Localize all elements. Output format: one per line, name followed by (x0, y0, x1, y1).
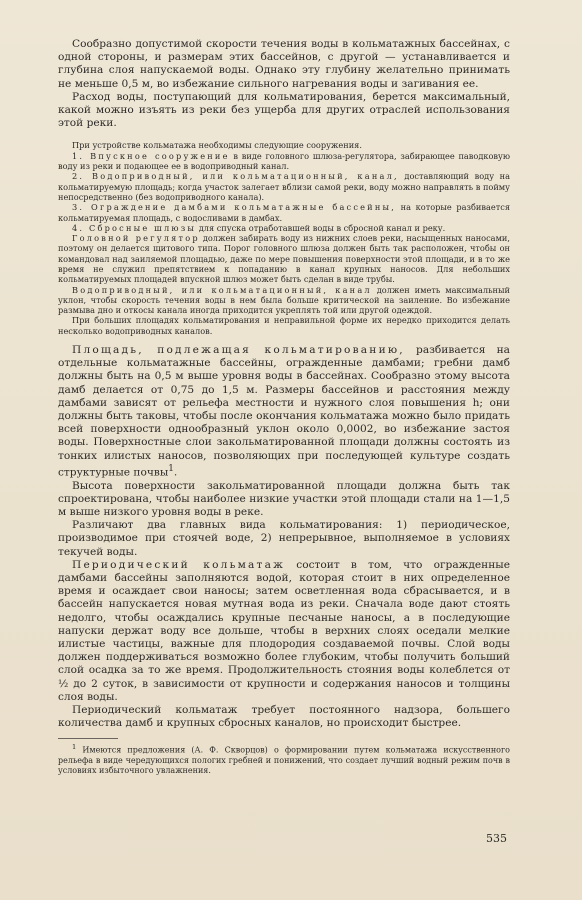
paragraph-area: Площадь, подлежащая кольматированию, разбивается на отдельные кольматажные бассейны, огражденные дамбами; гребни дамб должны быть на 0,5 м выше уровня воды в бассейнах. Сообразно этому высота дамб делается от 0,75 до 1,5 м. Размеры бассейнов и расстояния между дамбами зависят от рельефа местности и нужного слоя повышения h; они должны быть таковы, чтобы после окончания кольматажа можно было придать всей поверхности однообразный уклон около 0,0002, во избежание застоя воды. Поверхностные слои закольматированной площади должны состоять из тонких илистых наносов, позволяющих при последующей культуре создать структурные почвы$^1$. (58, 344, 510, 479)
page-number: 535 (486, 832, 507, 845)
structure-item-4 (58, 223, 510, 233)
canal-paragraph (58, 285, 510, 316)
paragraph-types: Различают два главных вида кольматирования: 1) периодическое, производимое при стоячей воде, 2) непрерывное, выполняемое в условиях текучей воды. (58, 519, 510, 558)
structure-item-3-head: 3. Ограждение дамбами кольматажные бассейны, (72, 202, 397, 213)
paragraph-periodic-summary: Периодический кольматаж требует постоянного надзора, большего количества дамб и крупных сбросных каналов, но происходит быстрее. (58, 704, 510, 730)
structure-item-1-text: в виде головного шлюза-регулятора, забирающее паводковую воду из реки и подающее ее в водоприводный канал. (58, 150, 510, 172)
paragraph-height: Высота поверхности закольматированной площади должна быть так спроектирована, чтобы наиболее низкие участки этой площади стали на 1—1,5 м выше низкого уровня воды в реке. (58, 479, 510, 519)
paragraph-periodic (58, 559, 510, 704)
structure-item-4-head: 4. Сбросные шлюзы (72, 222, 197, 233)
small-print-block (58, 140, 510, 336)
periodic-head: Периодический кольматаж (72, 558, 286, 571)
structure-item-2 (58, 171, 510, 202)
periodic-text: состоит в том, что огражденные дамбами бассейны заполняются водой, которая стоит в них определенное время и осаждает свои наносы; затем осветленная вода сбрасывается, и в бассейн напускается новая мутная вода из реки. Сначала воде дают стоять недолго, чтобы осаждались крупные песчаные наносы, а в последующие напуски держат воду все дольше, чтобы в верхних слоях оседали мелкие илистые частицы, важные для плодородия создаваемой почвы. Слой воды должен поддерживаться возможно более глубоким, чтобы получить больший слой осадка за то же время. Продолжительность стояния воды колеблется от ½ до 2 суток, в зависимости от крупности и содержания наносов и толщины слоя воды. (58, 558, 511, 703)
structure-item-1-head: 1. Впускное сооружение (72, 150, 230, 161)
structure-item-3-text: на которые разбивается кольматируемая площадь, с водосливами в дамбах. (58, 202, 510, 223)
structures-lead: При устройстве кольматажа необходимы следующие сооружения. (72, 140, 362, 151)
canal-text: должен иметь максимальный уклон, чтобы скорость течения воды в нем была больше критической на заиление. Во избежание размыва дно и откосы канала иногда приходится укреплять той или другой одеждой. (58, 284, 510, 316)
multiple-canals-paragraph: При больших площадях кольматирования и неправильной форме их нередко приходится делать несколько водоприводных каналов. (58, 315, 510, 336)
structure-item-3 (58, 202, 510, 223)
page-body (58, 38, 510, 776)
structure-item-1 (58, 151, 510, 172)
footnote-text: Имеются предложения (А. Ф. Скворцов) о формировании путем кольматажа искусственного рельефа в виде чередующихся пологих гребней и понижений, что создает лучший водный режим почв в условиях избыточного увлажнения. (58, 746, 510, 776)
structure-item-4-text: для спуска отработавшей воды в сбросной канал и реку. (196, 222, 446, 233)
structure-item-2-head: 2. Водоприводный, или кольматационный, канал, (72, 171, 399, 182)
footnote-mark: 1 (72, 743, 77, 752)
structure-item-2-text: доставляющий воду на кольматируемую площадь; когда участок залегает вблизи самой реки, воду можно направлять в пойму непосредственно (без водоприводного канала). (58, 171, 511, 202)
footnote (58, 742, 510, 776)
head-regulator-paragraph (58, 233, 510, 284)
paragraph-1: Сообразно допустимой скорости течения воды в кольматажных бассейнах, с одной стороны, и размерам этих бассейнов, с другой — устанавливается и глубина слоя напускаемой воды. Однако эту глубину желательно принимать не меньше 0,5 м, во избежание сильного нагревания воды и загивания ее. (58, 38, 510, 90)
canal-head: Водоприводный, или кольматационный, канал (72, 284, 372, 295)
footnote-rule (58, 738, 118, 739)
area-head: Площадь, подлежащая кольматированию, (72, 344, 405, 357)
footnote-ref: 1 (168, 463, 174, 474)
head-regulator-head: Головной регулятор (72, 233, 200, 244)
head-regulator-text: должен забирать воду из нижних слоев реки, насыщенных наносами, поэтому он делается щитового типа. Порог головного шлюза должен быть так расположен, чтобы он командовал над заиляемой площадью, даже по мере повышения поверхности этой площади, и в то же время не служил препятствием к попаданию в канал крупных наносов. Для небольших кольматируемых площадей впускной шлюз может быть сделан в виде трубы. (58, 233, 510, 285)
paragraph-2: Расход воды, поступающий для кольматирования, берется максимальный, какой можно изъять из реки без ущерба для других отраслей использования этой реки. (58, 90, 510, 130)
area-text: разбивается на отдельные кольматажные бассейны, огражденные дамбами; гребни дамб должны быть на 0,5 м выше уровня воды в бассейнах. Сообразно этому высота дамб делается от 0,75 до 1,5 м. Размеры бассейнов и расстояния между дамбами зависят от рельефа местности и нужного слоя повышения h; они должны быть таковы, чтобы после окончания кольматажа можно было придать всей поверхности однообразный уклон около 0,0002, во избежание застоя воды. Поверхностные слои закольматированной площади должны состоять из тонких илистых наносов, позволяющих при последующей культуре создать структурные почвы (58, 344, 510, 479)
